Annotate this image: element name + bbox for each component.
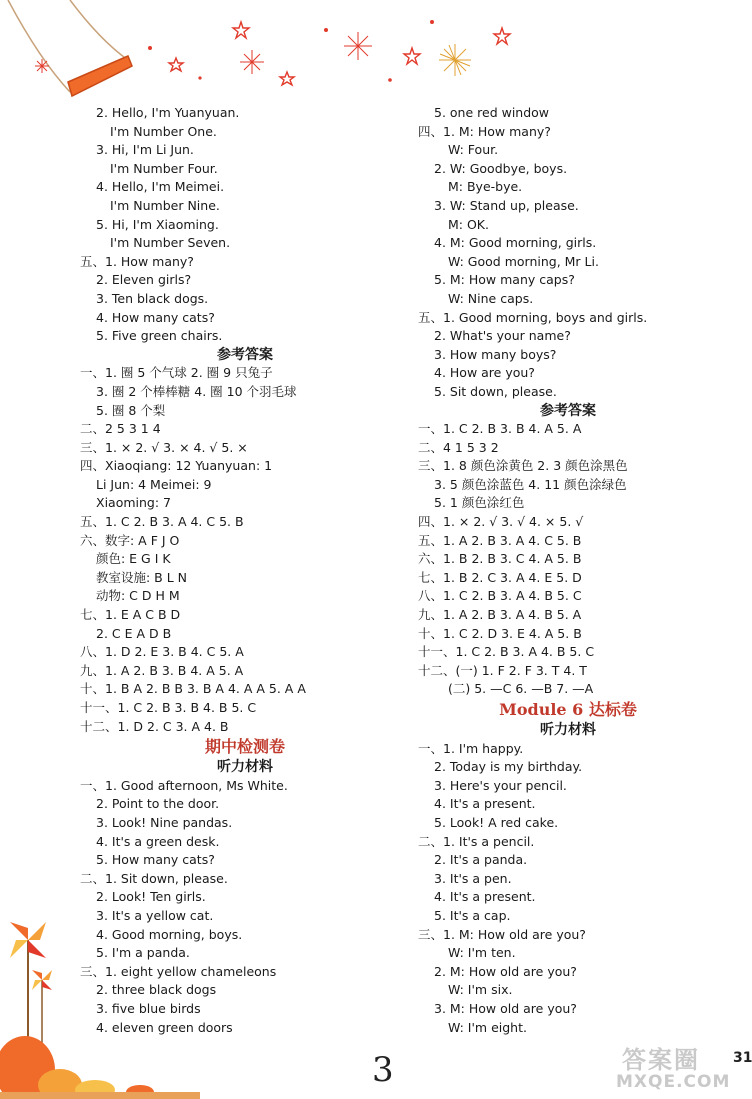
- answer-line: 三、1. × 2. √ 3. × 4. √ 5. ×: [80, 439, 248, 455]
- answer-line: 一、1. 圈 5 个气球 2. 圈 9 只兔子: [80, 365, 273, 381]
- answer-line: I'm Number Nine.: [110, 197, 220, 213]
- answer-line: 七、1. B 2. C 3. A 4. E 5. D: [418, 569, 582, 585]
- section-heading: 参考答案: [540, 402, 596, 419]
- answer-line: 3. How many boys?: [434, 346, 557, 362]
- section-heading: 参考答案: [217, 346, 273, 363]
- section-title: 期中检测卷: [204, 737, 285, 757]
- answer-line: 三、1. 8 颜色涂黄色 2. 3 颜色涂黑色: [418, 458, 628, 474]
- answer-line: 5. Sit down, please.: [434, 383, 557, 399]
- answer-line: 四、Xiaoqiang: 12 Yuanyuan: 1: [80, 458, 273, 474]
- answer-line: I'm Number One.: [110, 123, 217, 139]
- answer-line: W: Four.: [448, 142, 499, 158]
- right-column: [418, 104, 718, 1037]
- answer-line: 2. Hello, I'm Yuanyuan.: [96, 105, 240, 120]
- answer-line: 十一、1. C 2. B 3. A 4. B 5. C: [418, 644, 595, 660]
- answer-line: 5. Look! A red cake.: [434, 814, 559, 830]
- answer-line: 十、1. B A 2. B B 3. B A 4. A A 5. A A: [80, 681, 306, 697]
- answer-line: 2. What's your name?: [434, 328, 571, 344]
- answer-line: 一、1. C 2. B 3. B 4. A 5. A: [418, 421, 582, 437]
- answer-line: 十二、1. D 2. C 3. A 4. B: [80, 718, 229, 734]
- pinwheel-icon: [10, 922, 52, 1050]
- answer-line: (二) 5. —C 6. —B 7. —A: [448, 681, 594, 697]
- handwritten-page-number: 3: [372, 1050, 394, 1090]
- answer-line: 5. Hi, I'm Xiaoming.: [96, 216, 219, 232]
- answer-line: 2. C E A D B: [96, 625, 172, 641]
- answer-line: 二、1. Sit down, please.: [80, 870, 228, 886]
- left-column: [80, 104, 410, 1037]
- answer-line: 4. Good morning, boys.: [96, 926, 243, 942]
- answer-line: 十二、(一) 1. F 2. F 3. T 4. T: [418, 662, 587, 678]
- answer-line: M: Bye-bye.: [448, 179, 523, 195]
- answer-line: 动物: C D H M: [96, 588, 180, 604]
- answer-line: 3. Here's your pencil.: [434, 777, 567, 793]
- answer-line: 2. Today is my birthday.: [434, 759, 583, 775]
- answer-line: 3. five blue birds: [96, 1000, 201, 1016]
- answer-line: 一、1. I'm happy.: [418, 740, 524, 756]
- answer-line: 3. 圈 2 个棒棒糖 4. 圈 10 个羽毛球: [96, 383, 297, 399]
- answer-line: 5. one red window: [434, 105, 550, 120]
- answer-line: I'm Number Seven.: [110, 235, 231, 251]
- answer-line: 5. 圈 8 个梨: [96, 402, 166, 418]
- answer-line: 5. Five green chairs.: [96, 328, 223, 344]
- answer-line: 五、1. C 2. B 3. A 4. C 5. B: [80, 514, 244, 530]
- answer-line: 3. It's a yellow cat.: [96, 907, 214, 923]
- answer-line: 六、数字: A F J O: [80, 532, 180, 548]
- answer-line: 八、1. D 2. E 3. B 4. C 5. A: [80, 644, 244, 660]
- top-decoration: [0, 0, 750, 105]
- answer-line: 3. W: Stand up, please.: [434, 197, 579, 213]
- answer-line: 二、4 1 5 3 2: [418, 439, 499, 455]
- answer-line: 3. Ten black dogs.: [96, 290, 209, 306]
- answer-line: 3. It's a pen.: [434, 870, 512, 886]
- answer-line: 2. Eleven girls?: [96, 272, 192, 288]
- answer-line: 5. M: How many caps?: [434, 272, 575, 288]
- answer-line: 3. Look! Nine pandas.: [96, 814, 233, 830]
- answer-line: 5. 1 颜色涂红色: [434, 495, 525, 511]
- answer-line: W: I'm ten.: [448, 945, 516, 961]
- answer-line: 五、1. Good morning, boys and girls.: [418, 309, 648, 325]
- answer-line: 一、1. Good afternoon, Ms White.: [80, 777, 288, 793]
- star-icon: [169, 22, 510, 85]
- answer-line: 2. Point to the door.: [96, 796, 220, 812]
- answer-line: 八、1. C 2. B 3. A 4. B 5. C: [418, 588, 582, 604]
- answer-line: Xiaoming: 7: [96, 495, 171, 511]
- corner-page-number: 31: [733, 1050, 752, 1066]
- answer-line: 教室设施: B L N: [96, 569, 188, 585]
- answer-line: W: I'm six.: [448, 982, 513, 998]
- answer-line: 三、1. M: How old are you?: [418, 926, 586, 942]
- answer-line: 2. Look! Ten girls.: [96, 889, 206, 905]
- answer-line: 四、1. × 2. √ 3. √ 4. × 5. √: [418, 514, 584, 530]
- answer-line: 5. It's a cap.: [434, 907, 511, 923]
- firework-gold-icon: [439, 44, 471, 76]
- answer-line: 七、1. E A C B D: [80, 607, 181, 623]
- answer-line: 4. M: Good morning, girls.: [434, 235, 597, 251]
- answer-line: 2. M: How old are you?: [434, 963, 577, 979]
- answer-line: 2. It's a panda.: [434, 852, 528, 868]
- answer-line: 六、1. B 2. B 3. C 4. A 5. B: [418, 551, 582, 567]
- answer-line: 3. 5 颜色涂蓝色 4. 11 颜色涂绿色: [434, 476, 627, 492]
- answer-line: W: I'm eight.: [448, 1019, 527, 1035]
- answer-line: W: Good morning, Mr Li.: [448, 253, 599, 269]
- answer-line: 5. I'm a panda.: [96, 945, 190, 961]
- answer-line: 五、1. How many?: [80, 253, 194, 269]
- section-heading: 听力材料: [217, 759, 273, 776]
- answer-line: 三、1. eight yellow chameleons: [80, 963, 277, 979]
- answer-line: 九、1. A 2. B 3. B 4. A 5. A: [80, 662, 244, 678]
- watermark-line2: MXQE.COM: [616, 1072, 731, 1092]
- answer-line: 九、1. A 2. B 3. A 4. B 5. A: [418, 607, 582, 623]
- answer-line: 3. M: How old are you?: [434, 1000, 577, 1016]
- watermark: [610, 1040, 750, 1099]
- answer-line: 四、1. M: How many?: [418, 123, 551, 139]
- answer-line: 二、1. It's a pencil.: [418, 833, 535, 849]
- answer-line: 4. It's a green desk.: [96, 833, 220, 849]
- answer-line: I'm Number Four.: [110, 160, 218, 176]
- watermark-line1: 答案圈: [622, 1046, 700, 1074]
- answer-line: 4. It's a present.: [434, 796, 536, 812]
- firework-icon: [35, 32, 372, 74]
- answer-line: 4. How many cats?: [96, 309, 215, 325]
- swing-seat-icon: [68, 56, 132, 96]
- answer-line: 颜色: E G I K: [96, 551, 171, 567]
- section-title: Module 6 达标卷: [499, 700, 637, 719]
- answer-line: 4. Hello, I'm Meimei.: [96, 179, 225, 195]
- answer-line: 3. Hi, I'm Li Jun.: [96, 142, 194, 158]
- answer-line: 五、1. A 2. B 3. A 4. C 5. B: [418, 532, 582, 548]
- answer-line: Li Jun: 4 Meimei: 9: [96, 476, 212, 492]
- answer-line: 十、1. C 2. D 3. E 4. A 5. B: [418, 625, 582, 641]
- answer-line: W: Nine caps.: [448, 290, 534, 306]
- answer-line: 二、2 5 3 1 4: [80, 421, 161, 437]
- answer-line: 十一、1. C 2. B 3. B 4. B 5. C: [80, 700, 257, 715]
- answer-line: 4. It's a present.: [434, 889, 536, 905]
- answer-line: 2. W: Goodbye, boys.: [434, 160, 568, 176]
- answer-line: M: OK.: [448, 216, 489, 232]
- answer-line: 4. eleven green doors: [96, 1019, 233, 1035]
- section-heading: 听力材料: [540, 722, 596, 738]
- answer-line: 4. How are you?: [434, 365, 535, 381]
- answer-line: 2. three black dogs: [96, 982, 217, 998]
- answer-line: 5. How many cats?: [96, 852, 215, 868]
